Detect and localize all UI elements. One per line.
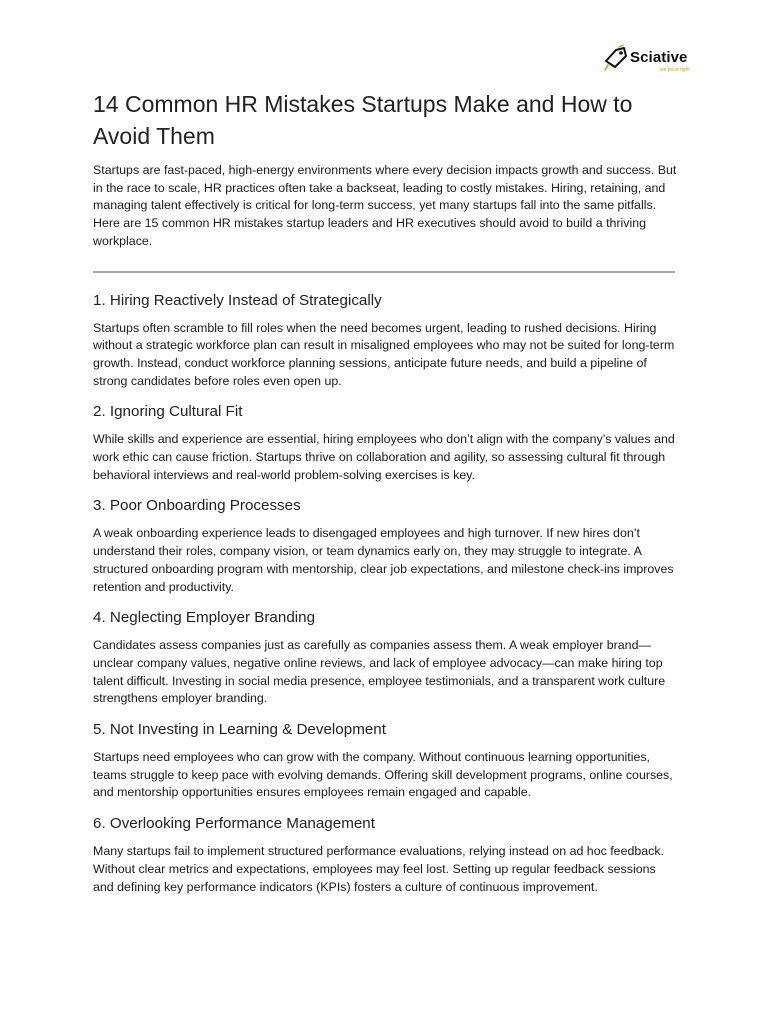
section-heading: 5. Not Investing in Learning & Development [93, 721, 386, 739]
intro-paragraph: Startups are fast-paced, high-energy environments where every decision impacts growth and success. But in the race to scale, HR practices often take a backseat, leading to costly mistakes. Hiring, retaining, and managing talent effectively is critical for long-term success, yet many startups fall into the same pitfalls. Here are 15 common HR mistakes startup leaders and HR executives should avoid to build a thriving workplace. [93, 163, 677, 248]
section-heading: 2. Ignoring Cultural Fit [93, 403, 243, 421]
logo-tagline: we price right [660, 67, 690, 73]
section-3 [93, 496, 679, 596]
section-1 [93, 291, 679, 391]
section-paragraph: While skills and experience are essential, hiring employees who don’t align with the company’s values and work ethic can cause friction. Startups thrive on collaboration and agility, so assessing cultural fit through behavioral interviews and real-world problem-solving exercises is key. [93, 432, 675, 482]
logo-wordmark: Sciative [630, 49, 688, 66]
section-paragraph: A weak onboarding experience leads to disengaged employees and high turnover. If new hires don’t understand their roles, company vision, or team dynamics early on, they may struggle to integrate. A structured onboarding program with mentorship, clear job expectations, and milestone check-ins improves retention and productivity. [93, 526, 674, 594]
section-6 [93, 814, 679, 896]
section-heading: 6. Overlooking Performance Management [93, 815, 375, 833]
section-divider [93, 271, 675, 273]
section-heading: 4. Neglecting Employer Branding [93, 609, 316, 627]
section-paragraph: Startups often scramble to fill roles when the need becomes urgent, leading to rushed decisions. Hiring without a strategic workforce plan can result in misaligned employees who may not be suited for long-term growth. Instead, conduct workforce planning sessions, anticipate future needs, and build a pipeline of strong candidates before roles even open up. [93, 320, 675, 388]
article-body [93, 88, 679, 896]
section-5 [93, 720, 679, 802]
section-heading: 3. Poor Onboarding Processes [93, 497, 301, 515]
section-paragraph: Startups need employees who can grow with the company. Without continuous learning opportunities, teams struggle to keep pace with evolving demands. Offering skill development programs, online courses, and mentorship opportunities ensures employees remain engaged and capable. [93, 750, 673, 800]
page-title: 14 Common HR Mistakes Startups Make and How to Avoid Them [93, 91, 633, 149]
section-heading: 1. Hiring Reactively Instead of Strategically [93, 291, 382, 309]
section-paragraph: Many startups fail to implement structured performance evaluations, relying instead on ad hoc feedback. Without clear metrics and expectations, employees may feel lost. Setting up regular feedback sessions and defining key performance indicators (KPIs) fosters a culture of continuous improvement. [93, 844, 664, 894]
sciative-logo [602, 44, 698, 74]
section-2 [93, 402, 679, 484]
sciative-logo-icon [602, 44, 630, 72]
section-4 [93, 608, 679, 708]
section-paragraph: Candidates assess companies just as carefully as companies assess them. A weak employer brand—unclear company values, negative online reviews, and lack of employee advocacy—can make hiring top talent difficult. Investing in social media presence, employee testimonials, and a transparent work culture strengthens employer branding. [93, 638, 666, 706]
